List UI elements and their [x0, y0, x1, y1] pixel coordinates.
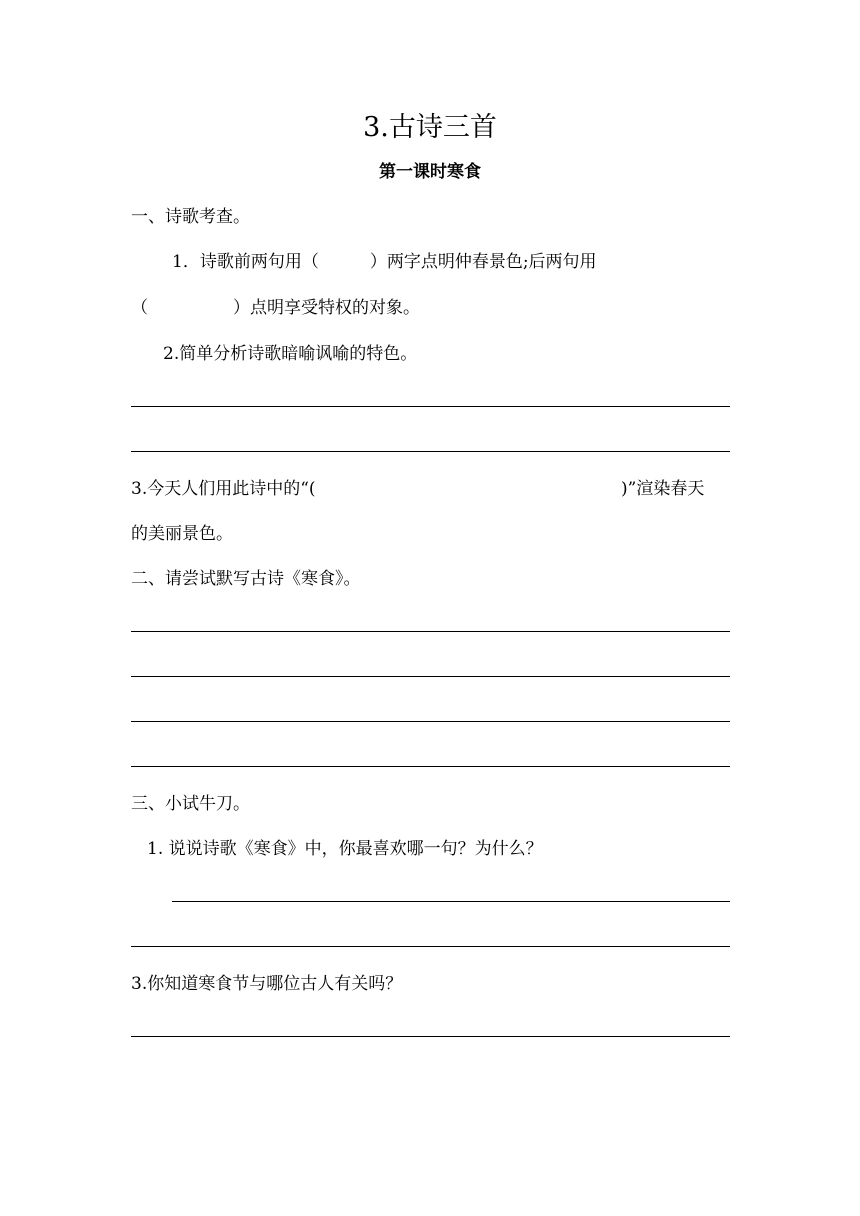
- answer-line[interactable]: [131, 946, 730, 947]
- question-3-1: 1. 说说诗歌《寒食》中，你最喜欢哪一句？为什么？: [147, 839, 543, 859]
- question-1-2: 2.简单分析诗歌暗喻讽喻的特色。: [163, 344, 418, 364]
- question-1-1-line1: 1．诗歌前两句用（ ）两字点明仲春景色;后两句用: [172, 252, 597, 272]
- answer-line[interactable]: [131, 631, 730, 632]
- answer-line[interactable]: [172, 901, 730, 902]
- answer-line[interactable]: [131, 766, 730, 767]
- question-1-1-line2: （ ）点明享受特权的对象。: [131, 298, 420, 318]
- answer-line[interactable]: [131, 721, 730, 722]
- question-1-3-line2: 的美丽景色。: [131, 524, 233, 544]
- answer-line[interactable]: [131, 1036, 730, 1037]
- answer-line[interactable]: [131, 406, 730, 407]
- answer-line[interactable]: [131, 676, 730, 677]
- question-1-3-part2: )”渲染春天: [621, 479, 705, 499]
- page-title: 3.古诗三首: [363, 112, 497, 143]
- section2-heading: 二、请尝试默写古诗《寒食》。: [131, 569, 361, 589]
- question-1-3-part1: 3.今天人们用此诗中的“(: [131, 479, 316, 499]
- section3-heading: 三、小试牛刀。: [131, 794, 250, 814]
- section1-heading: 一、诗歌考查。: [131, 207, 250, 227]
- lesson-subtitle: 第一课时寒食: [379, 162, 481, 182]
- question-3-3: 3.你知道寒食节与哪位古人有关吗？: [131, 974, 403, 994]
- answer-line[interactable]: [131, 451, 730, 452]
